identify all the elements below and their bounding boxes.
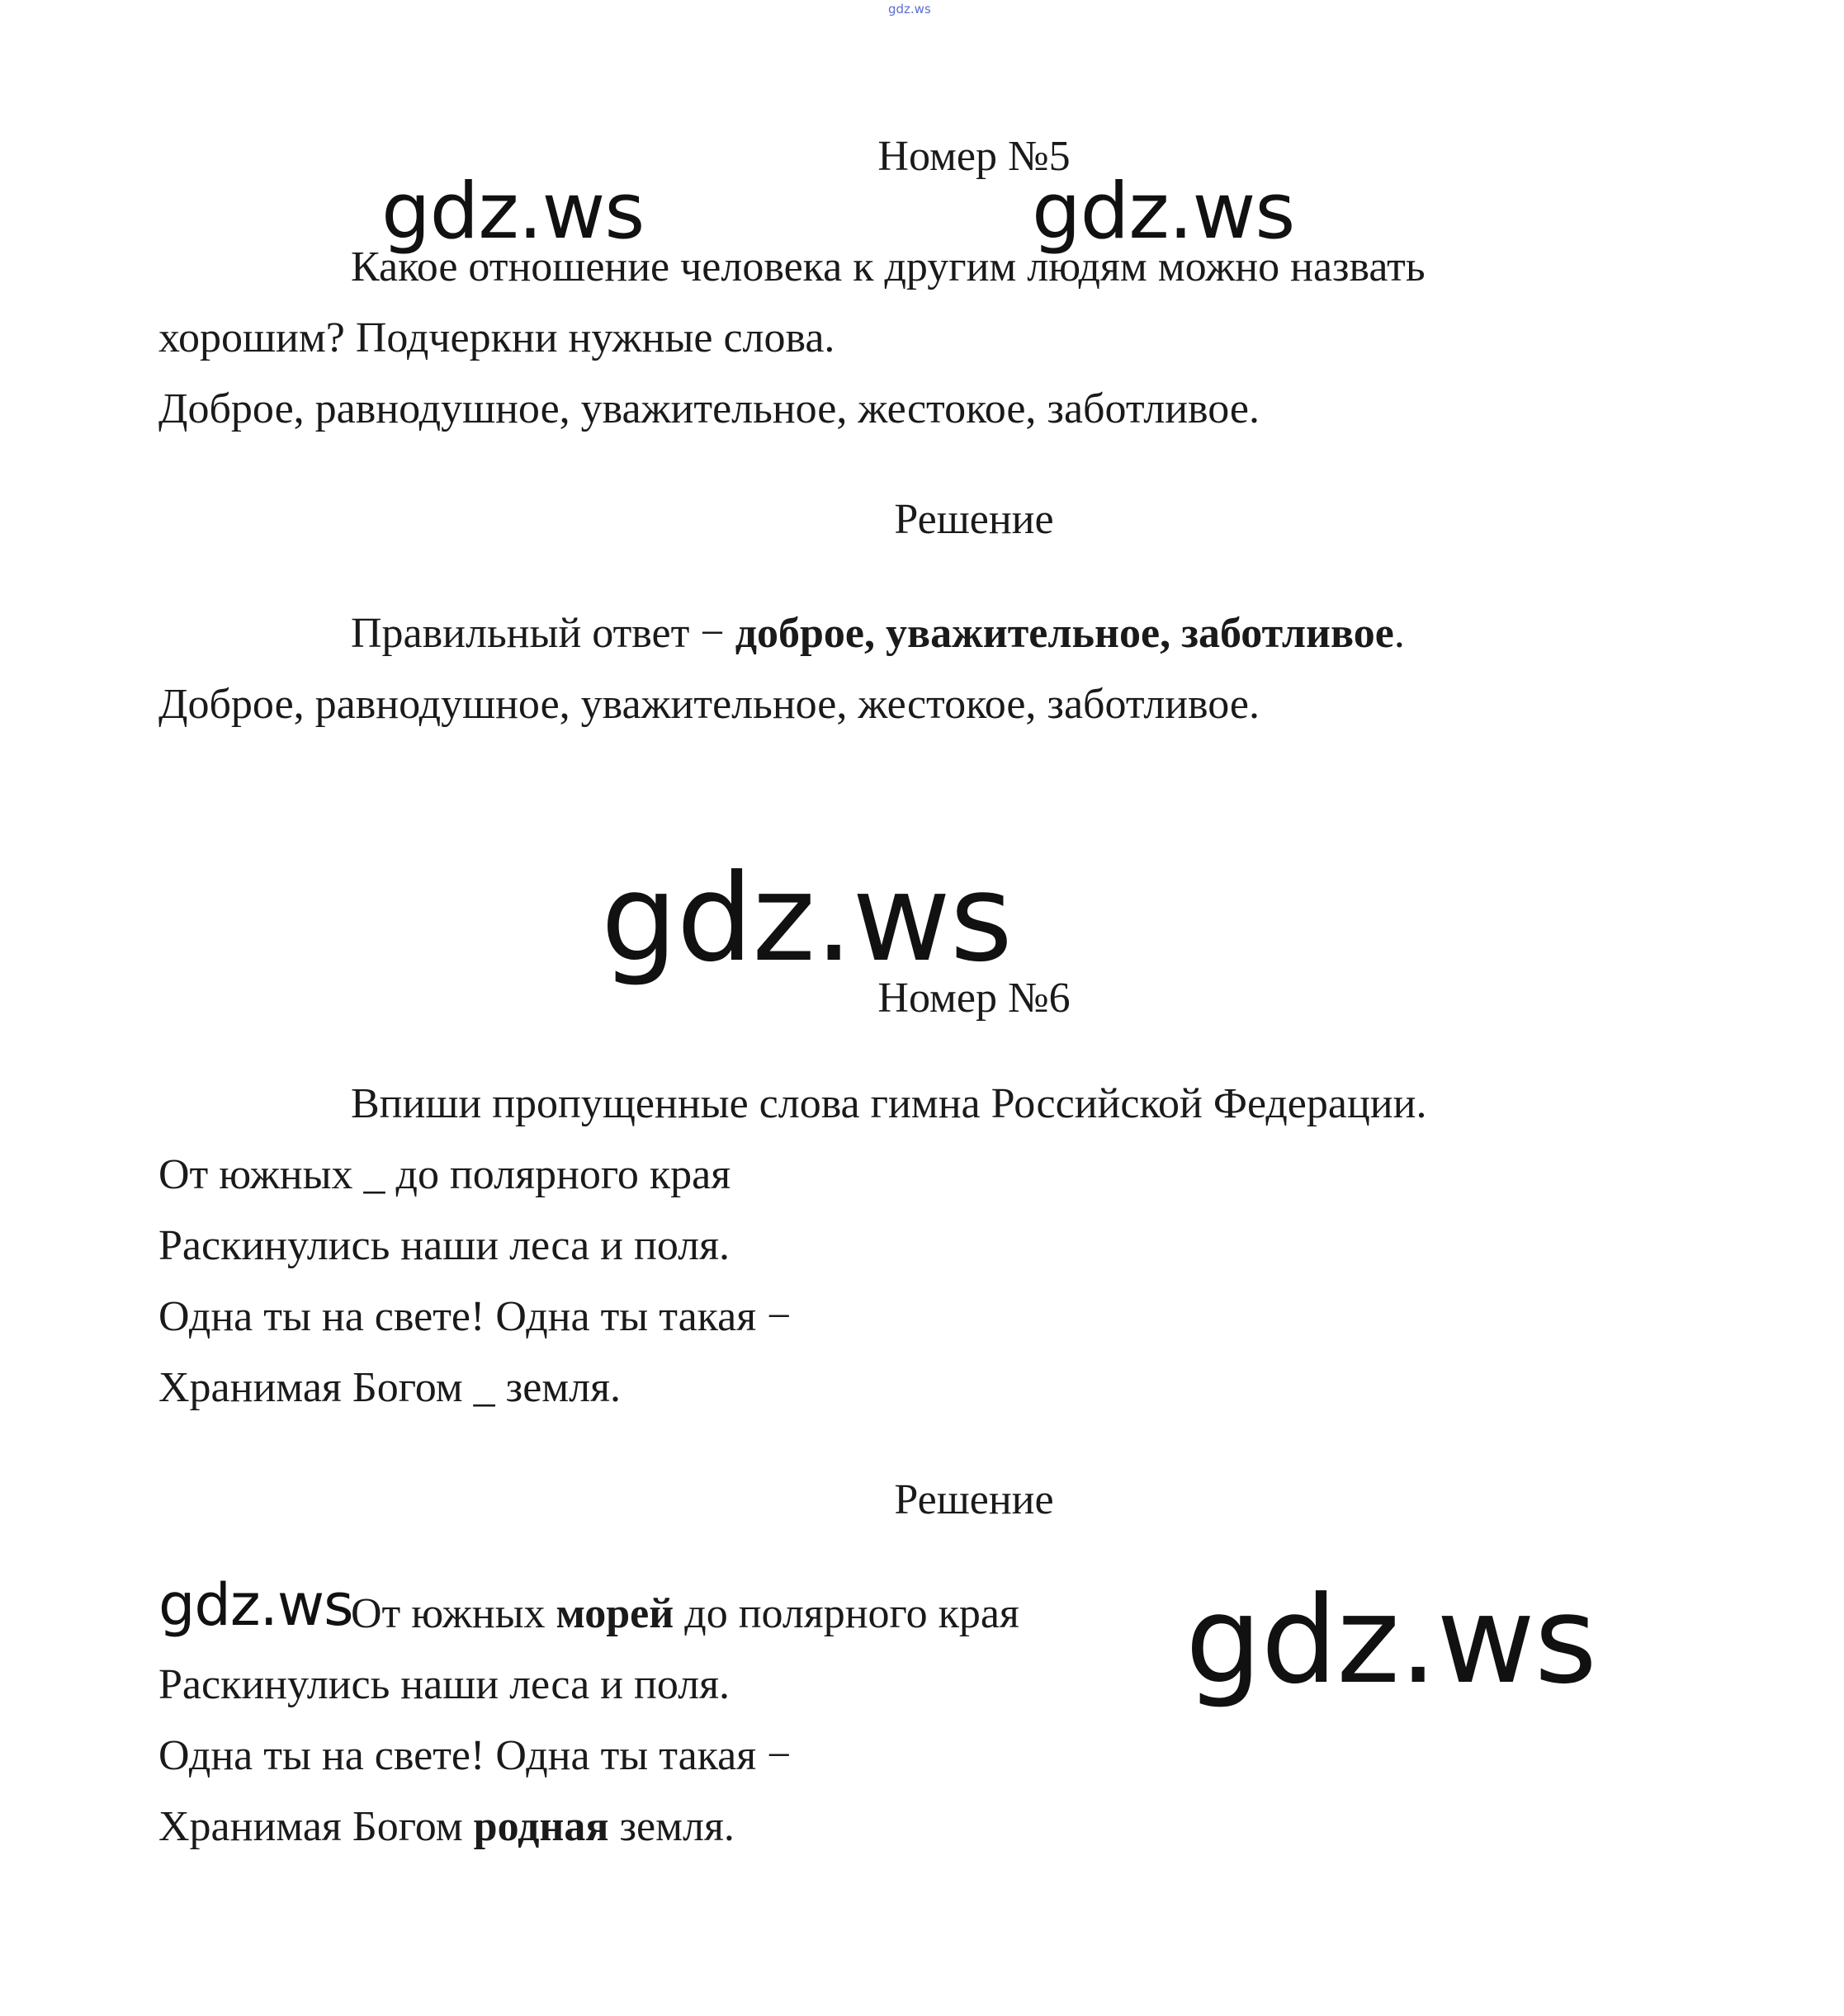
task5-options: Доброе, равнодушное, уважительное, жестокое, заботливое. [158, 385, 1260, 432]
task5-heading: Номер №5 [877, 133, 1071, 180]
task6-answer-line4-prefix: Хранимая Богом [158, 1803, 474, 1850]
task6-answer-line2: Раскинулись наши леса и поля. [158, 1661, 731, 1708]
task6-answer-line1-bold: морей [556, 1590, 674, 1637]
task6-answer-line1-prefix: От южных [351, 1590, 556, 1637]
task5-answer-options: Доброе, равнодушное, уважительное, жестокое, заботливое. [158, 681, 1260, 728]
top-watermark-link[interactable]: gdz.ws [888, 2, 931, 17]
task6-answer-line3: Одна ты на свете! Одна ты такая − [158, 1732, 792, 1779]
task5-answer-prefix: Правильный ответ − [351, 610, 735, 657]
watermark-logo: gdz.ws [1032, 167, 1295, 257]
task5-answer [351, 607, 1405, 660]
watermark-logo: gdz.ws [381, 167, 645, 257]
watermark-logo: gdz.ws [601, 848, 1012, 989]
task6-answer-line4-bold: родная [473, 1803, 609, 1850]
task6-question: Впиши пропущенные слова гимна Российской Федерации. [351, 1080, 1427, 1127]
task6-answer-line4-suffix: земля. [608, 1803, 735, 1850]
task6-answer-line4 [158, 1801, 735, 1853]
task6-verse-line1: От южных _ до полярного края [158, 1151, 731, 1198]
task6-answer-line1 [351, 1588, 1019, 1641]
task5-question-line2: хорошим? Подчеркни нужные слова. [158, 314, 835, 361]
task5-answer-suffix: . [1393, 610, 1405, 657]
watermark-logo: gdz.ws [158, 1571, 353, 1639]
watermark-logo: gdz.ws [1185, 1570, 1596, 1711]
task6-verse-line4: Хранимая Богом _ земля. [158, 1364, 622, 1411]
task5-answer-bold: доброе, уважительное, заботливое [735, 610, 1394, 657]
task5-question-line1: Какое отношение человека к другим людям можно назвать [351, 243, 1426, 290]
task6-verse-line3: Одна ты на свете! Одна ты такая − [158, 1293, 792, 1340]
task6-answer-line1-suffix: до полярного края [674, 1590, 1019, 1637]
task6-verse-line2: Раскинулись наши леса и поля. [158, 1222, 731, 1269]
task5-solution-heading: Решение [894, 496, 1054, 543]
task6-solution-heading: Решение [894, 1476, 1054, 1523]
task6-heading: Номер №6 [877, 975, 1071, 1022]
